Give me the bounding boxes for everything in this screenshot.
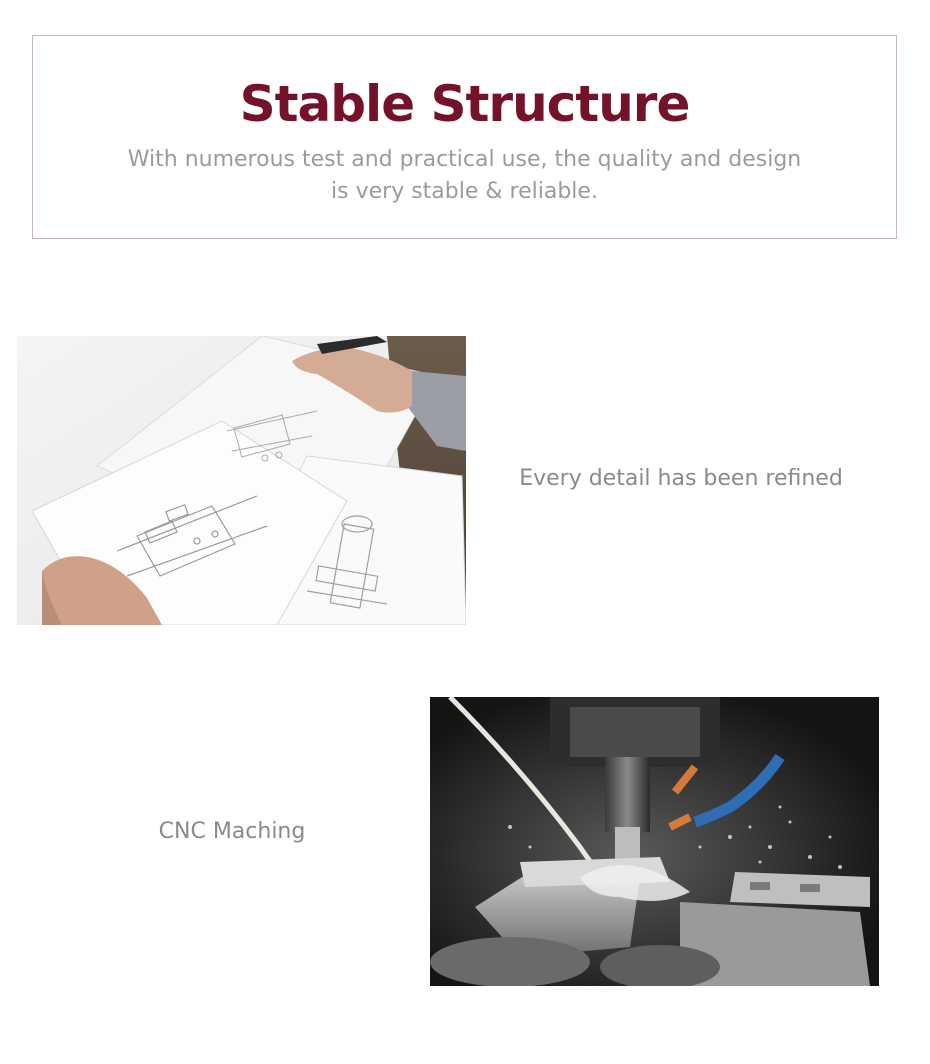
- page-subtitle: With numerous test and practical use, the quality and design is very stable & reliable.: [127, 147, 802, 204]
- feature-caption-detail: Every detail has been refined: [519, 466, 843, 491]
- cnc-machining-photo: [430, 697, 879, 986]
- technical-drawings-photo: [17, 336, 466, 625]
- header-card: [32, 35, 897, 239]
- page-title: Stable Structure: [239, 75, 690, 133]
- feature-caption-cnc: CNC Maching: [158, 819, 306, 844]
